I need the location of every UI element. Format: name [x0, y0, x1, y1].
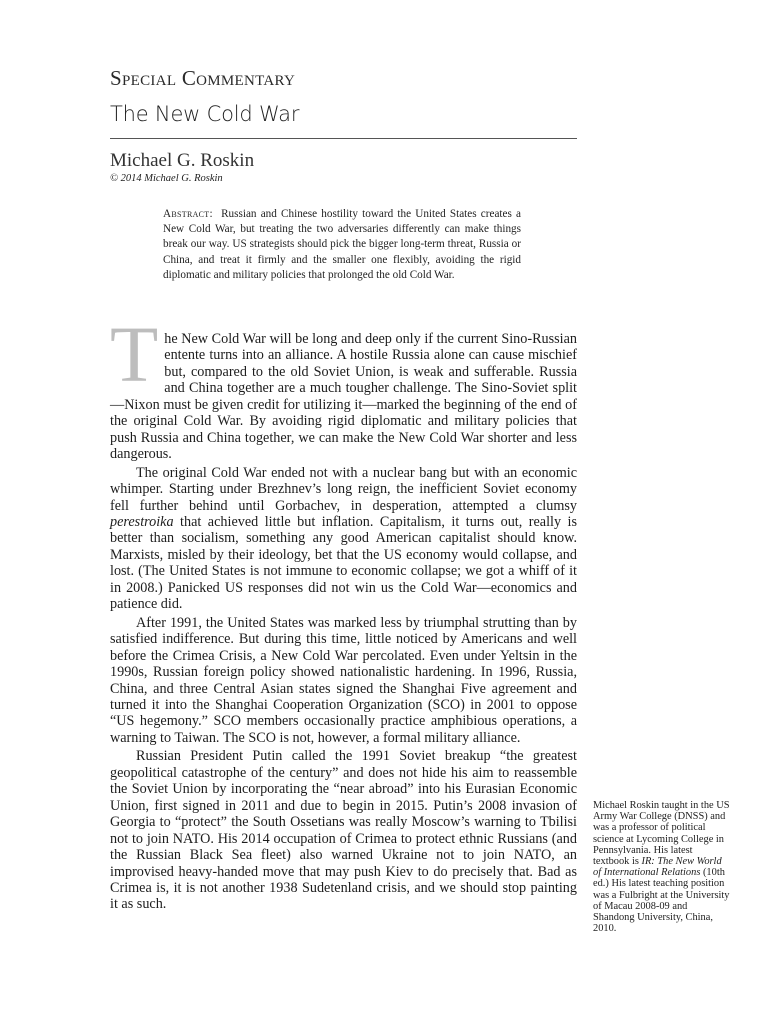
paragraph-1	[110, 312, 577, 463]
drop-cap: T	[110, 312, 159, 399]
paragraph-2-emphasis: perestroika	[110, 513, 174, 530]
bio-book-title: IR: The New World of International Relations	[593, 856, 722, 879]
paragraph-4: Russian President Putin called the 1991 Soviet breakup “the greatest geopolitical catastrophe of the century” and does not hide his aim to reassemble the Soviet Union by incorporating the “near abroad” into his Eurasian Economic Union, first signed in 2011 and due to begin in 2015. Putin’s 2008 invasion of Georgia to “protect” the South Ossetians was really Moscow’s warning to Tbilisi not to join NATO. His 2014 occupation of Crimea to protect ethnic Russians (and the Russian Black Sea fleet) also warned Ukraine not to join NATO, an improvised heavy-handed move that may push Kiev to do precisely that. Bad as Crimea is, it is not another 1938 Sudetenland crisis, and we should stop painting it as such.	[110, 748, 577, 913]
paragraph-2	[110, 465, 577, 613]
title-divider	[110, 138, 577, 139]
bio-text-b: (10th ed.) His latest teaching position was a Fulbright at the University of Macau 2008-09 and Shandong University, China, 2010.	[593, 867, 730, 935]
bio-text-a: Michael Roskin taught in the US Army War College (DNSS) and was a professor of political science at Lycoming College in Pennsylvania. His latest textbook is	[593, 800, 730, 868]
paragraph-2-text-a: The original Cold War ended not with a nuclear bang but with an economic whimper. Starting under Brezhnev’s long reign, the inefficient Soviet economy fell further behind until Gorbachev, in desperation, attempted a clumsy	[110, 464, 577, 514]
paragraph-1-text: he New Cold War will be long and deep only if the current Sino-Russian entente turns into an alliance. A hostile Russia alone can cause mischief but, compared to the old Soviet Union, is weak and sufferable. Russia and China together are a much tougher challenge. The Sino-Soviet split—Nixon must be given credit for utilizing it—marked the beginning of the end of the original Cold War. By avoiding rigid diplomatic and military policies that push Russia and China together, we can make the New Cold War shorter and less dangerous.	[110, 331, 577, 463]
article-body	[110, 312, 577, 913]
author-name: Michael G. Roskin	[110, 150, 255, 171]
article-title: The New Cold War	[110, 102, 300, 126]
paragraph-2-text-b: that achieved little but inflation. Capitalism, it turns out, really is better than socialism, something any good American capitalist should know. Marxists, misled by their ideology, bet that the US economy would collapse, and lost. (The United States is not immune to economic collapse; we got a whiff of it in 2008.) Panicked US responses did not win us the Cold War—economics and patience did.	[110, 513, 577, 613]
abstract-text: Russian and Chinese hostility toward the United States creates a New Cold War, but treating the two adversaries differently can make things break our way. US strategists should pick the bigger long-term threat, Russia or China, and treat it firmly and the smaller one flexibly, avoiding the rigid diplomatic and military policies that prolonged the old Cold War.	[163, 208, 521, 281]
copyright-line: © 2014 Michael G. Roskin	[110, 173, 223, 184]
abstract	[163, 207, 521, 283]
abstract-label: Abstract:	[163, 208, 213, 220]
paragraph-3: After 1991, the United States was marked less by triumphal strutting than by satisfied indifference. But during this time, little noticed by Americans and well before the Crimea Crisis, a New Cold War percolated. Even under Yeltsin in the 1990s, Russian foreign policy showed nationalistic hardening. In 1996, Russia, China, and three Central Asian states signed the Shanghai Five agreement and turned it into the Shanghai Cooperation Organization (SCO) in 2001 to oppose “US hegemony.” SCO members occasionally practice amphibious operations, a warning to Taiwan. The SCO is not, however, a formal military alliance.	[110, 614, 577, 746]
section-label: Special Commentary	[110, 66, 296, 90]
author-bio	[593, 800, 731, 934]
